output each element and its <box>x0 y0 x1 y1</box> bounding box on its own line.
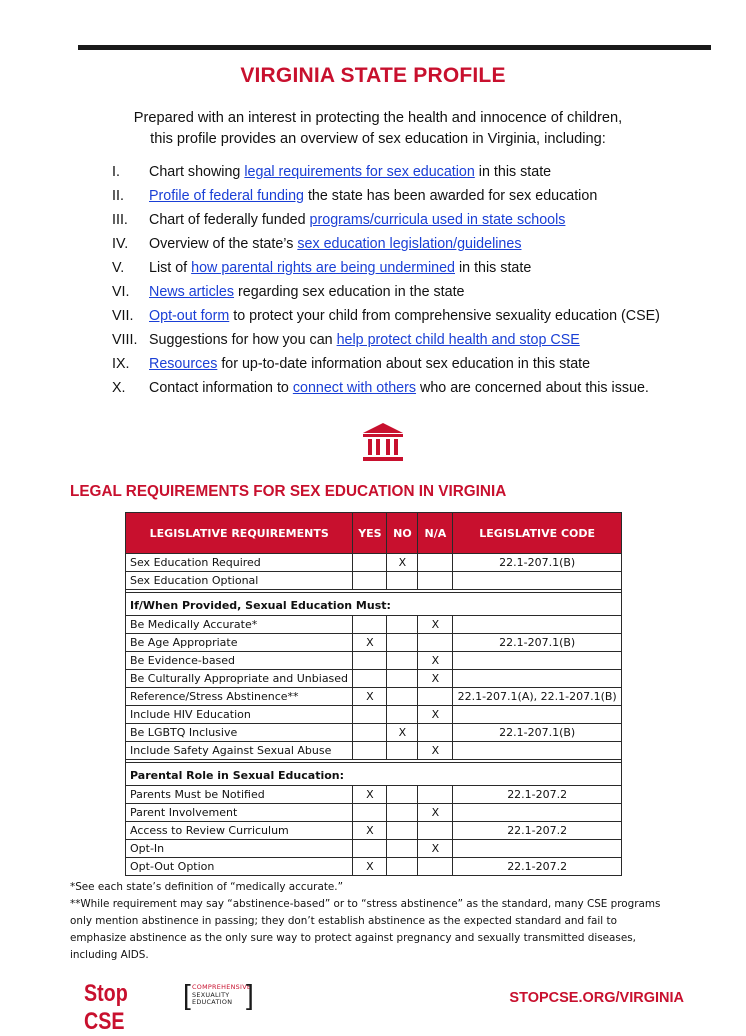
table-row <box>126 706 622 724</box>
toc-number: VIII. <box>112 332 138 348</box>
table-row <box>126 742 622 760</box>
cell-na: X <box>418 706 453 724</box>
cell-yes: X <box>353 822 387 840</box>
cell-code: 22.1-207.1(B) <box>453 634 622 652</box>
header-no: NO <box>387 513 418 554</box>
logo-line-2: SEXUALITY <box>192 990 230 999</box>
cell-na <box>418 554 453 572</box>
cell-no <box>387 616 418 634</box>
table-row <box>126 822 622 840</box>
toc-text <box>149 212 565 228</box>
logo-bracket-left: [ <box>183 979 191 1010</box>
toc-number: IV. <box>112 236 129 252</box>
toc-number: VI. <box>112 284 130 300</box>
toc-text-before: Chart of federally funded <box>149 212 310 228</box>
toc-text <box>149 236 521 252</box>
table-row <box>126 670 622 688</box>
header-na: N/A <box>418 513 453 554</box>
cell-requirement: Include Safety Against Sexual Abuse <box>126 742 353 760</box>
cell-requirement: Sex Education Optional <box>126 572 353 590</box>
toc-text-after: in this state <box>474 164 552 180</box>
cell-code: 22.1-207.2 <box>453 858 622 876</box>
toc-link[interactable]: Resources <box>149 356 218 372</box>
courthouse-icon <box>361 422 405 462</box>
header-yes: YES <box>353 513 387 554</box>
footnote-medically-accurate: *See each state’s definition of “medically accurate.” <box>70 881 343 893</box>
table-row <box>126 634 622 652</box>
top-rule <box>78 45 711 50</box>
cell-code <box>453 804 622 822</box>
cell-na: X <box>418 840 453 858</box>
cell-no <box>387 840 418 858</box>
cell-yes <box>353 742 387 760</box>
cell-no: X <box>387 724 418 742</box>
cell-na: X <box>418 804 453 822</box>
section-heading: Parental Role in Sexual Education: <box>126 763 622 786</box>
cell-no <box>387 572 418 590</box>
cell-na <box>418 858 453 876</box>
logo-wordmark: Stop CSE <box>84 980 128 1035</box>
toc-text <box>149 284 465 300</box>
cell-na <box>418 786 453 804</box>
intro-text <box>78 108 678 150</box>
logo-line-3: EDUCATION <box>192 998 233 1007</box>
toc-link[interactable]: sex education legislation/guidelines <box>297 236 522 252</box>
cell-requirement: Be LGBTQ Inclusive <box>126 724 353 742</box>
intro-line-1: Prepared with an interest in protecting the health and innocence of children, <box>133 110 623 126</box>
toc-number: IX. <box>112 356 130 372</box>
cell-yes <box>353 706 387 724</box>
logo-line-1: COMPREHENSIVE <box>192 983 252 991</box>
cell-yes <box>353 572 387 590</box>
section-heading: If/When Provided, Sexual Education Must: <box>126 593 622 616</box>
toc-text-before: Suggestions for how you can <box>149 332 337 348</box>
toc-text <box>149 260 531 276</box>
toc-link[interactable]: News articles <box>149 284 235 300</box>
cell-yes <box>353 616 387 634</box>
table-body <box>126 554 622 876</box>
toc-text-after: in this state <box>455 260 532 276</box>
cell-no <box>387 742 418 760</box>
cell-requirement: Parents Must be Notified <box>126 786 353 804</box>
toc-link[interactable]: Opt-out form <box>149 308 230 324</box>
toc-link[interactable]: help protect child health and stop CSE <box>336 332 580 348</box>
toc-link[interactable]: how parental rights are being undermined <box>191 260 455 276</box>
toc-text <box>149 188 597 204</box>
requirements-table <box>125 512 622 876</box>
table-row <box>126 554 622 572</box>
cell-yes: X <box>353 688 387 706</box>
cell-na: X <box>418 616 453 634</box>
header-requirements: LEGISLATIVE REQUIREMENTS <box>126 513 353 554</box>
cell-yes <box>353 652 387 670</box>
cell-code: 22.1-207.1(B) <box>453 724 622 742</box>
cell-na: X <box>418 670 453 688</box>
cell-code <box>453 742 622 760</box>
page-title: VIRGINIA STATE PROFILE <box>240 64 506 87</box>
toc-link[interactable]: legal requirements for sex education <box>244 164 475 180</box>
toc-text-before: List of <box>149 260 192 276</box>
logo-subtitle <box>192 984 251 1007</box>
footnotes <box>70 879 675 964</box>
cell-no <box>387 706 418 724</box>
cell-na <box>418 572 453 590</box>
toc-number: VII. <box>112 308 134 324</box>
table-row <box>126 724 622 742</box>
table-row <box>126 572 622 590</box>
toc-link[interactable]: Profile of federal funding <box>149 188 304 204</box>
cell-na: X <box>418 652 453 670</box>
toc-text-after: the state has been awarded for sex education <box>303 188 598 204</box>
cell-no <box>387 634 418 652</box>
cell-yes: X <box>353 634 387 652</box>
cell-yes: X <box>353 858 387 876</box>
toc-link[interactable]: connect with others <box>292 380 417 396</box>
cell-yes: X <box>353 786 387 804</box>
toc-number: I. <box>112 164 120 180</box>
cell-code <box>453 616 622 634</box>
cell-requirement: Be Age Appropriate <box>126 634 353 652</box>
cell-code <box>453 840 622 858</box>
cell-requirement: Be Culturally Appropriate and Unbiased <box>126 670 353 688</box>
toc-text <box>149 332 580 348</box>
section-row-requirements <box>126 593 622 616</box>
cell-no <box>387 804 418 822</box>
cell-requirement: Opt-Out Option <box>126 858 353 876</box>
cell-code: 22.1-207.2 <box>453 822 622 840</box>
table-row <box>126 840 622 858</box>
cell-code: 22.1-207.2 <box>453 786 622 804</box>
table-row <box>126 688 622 706</box>
cell-yes <box>353 804 387 822</box>
logo-bracket-right: ] <box>246 979 254 1010</box>
cell-na <box>418 634 453 652</box>
cell-requirement: Be Medically Accurate* <box>126 616 353 634</box>
cell-no <box>387 786 418 804</box>
cell-code: 22.1-207.1(B) <box>453 554 622 572</box>
toc-text-after: for up-to-date information about sex education in this state <box>217 356 591 372</box>
cell-code <box>453 670 622 688</box>
toc-text-before: Contact information to <box>149 380 293 396</box>
cell-requirement: Reference/Stress Abstinence** <box>126 688 353 706</box>
toc-text-before: Overview of the state’s <box>149 236 298 252</box>
toc-text <box>149 380 649 396</box>
cell-no <box>387 822 418 840</box>
toc-text <box>149 164 551 180</box>
cell-no <box>387 652 418 670</box>
toc-number: V. <box>112 260 125 276</box>
cell-no <box>387 670 418 688</box>
toc-link[interactable]: programs/curricula used in state schools <box>309 212 566 228</box>
cell-requirement: Be Evidence-based <box>126 652 353 670</box>
toc-number: II. <box>112 188 124 204</box>
cell-na <box>418 724 453 742</box>
toc-number: X. <box>112 380 126 396</box>
table-row <box>126 652 622 670</box>
cell-requirement: Opt-In <box>126 840 353 858</box>
toc-text <box>149 356 590 372</box>
cell-na <box>418 688 453 706</box>
intro-line-2: this profile provides an overview of sex education in Virginia, including: <box>150 131 606 147</box>
cell-code <box>453 652 622 670</box>
toc-text-after: to protect your child from comprehensive sexuality education (CSE) <box>229 308 660 324</box>
table-row <box>126 804 622 822</box>
site-url[interactable]: STOPCSE.ORG/VIRGINIA <box>509 990 684 1006</box>
header-code: LEGISLATIVE CODE <box>453 513 622 554</box>
section-title: LEGAL REQUIREMENTS FOR SEX EDUCATION IN VIRGINIA <box>70 483 507 500</box>
toc-text-after: regarding sex education in the state <box>234 284 465 300</box>
cell-no <box>387 688 418 706</box>
footnote-abstinence: **While requirement may say “abstinence-based” or to “stress abstinence” as the standard, many CSE programs only mention abstinence in passing; they don’t establish abstinence as the expected standard and fail to emphasize abstinence as the only sure way to protect against pregnancy and sexually transmitted diseases, including AIDS. <box>70 898 661 961</box>
cell-code <box>453 572 622 590</box>
table-header-row <box>126 513 622 554</box>
cell-requirement: Sex Education Required <box>126 554 353 572</box>
cell-code: 22.1-207.1(A), 22.1-207.1(B) <box>453 688 622 706</box>
cell-yes <box>353 840 387 858</box>
table-row <box>126 616 622 634</box>
toc-text <box>149 308 660 324</box>
toc-text-after: who are concerned about this issue. <box>416 380 649 396</box>
cell-na <box>418 822 453 840</box>
table-row <box>126 786 622 804</box>
toc-text-before: Chart showing <box>149 164 245 180</box>
toc-number: III. <box>112 212 128 228</box>
cell-yes <box>353 554 387 572</box>
cell-no <box>387 858 418 876</box>
table-row <box>126 858 622 876</box>
cell-na: X <box>418 742 453 760</box>
cell-yes <box>353 670 387 688</box>
cell-yes <box>353 724 387 742</box>
cell-requirement: Access to Review Curriculum <box>126 822 353 840</box>
cell-requirement: Include HIV Education <box>126 706 353 724</box>
cell-code <box>453 706 622 724</box>
cell-requirement: Parent Involvement <box>126 804 353 822</box>
cell-no: X <box>387 554 418 572</box>
section-row-parental <box>126 763 622 786</box>
